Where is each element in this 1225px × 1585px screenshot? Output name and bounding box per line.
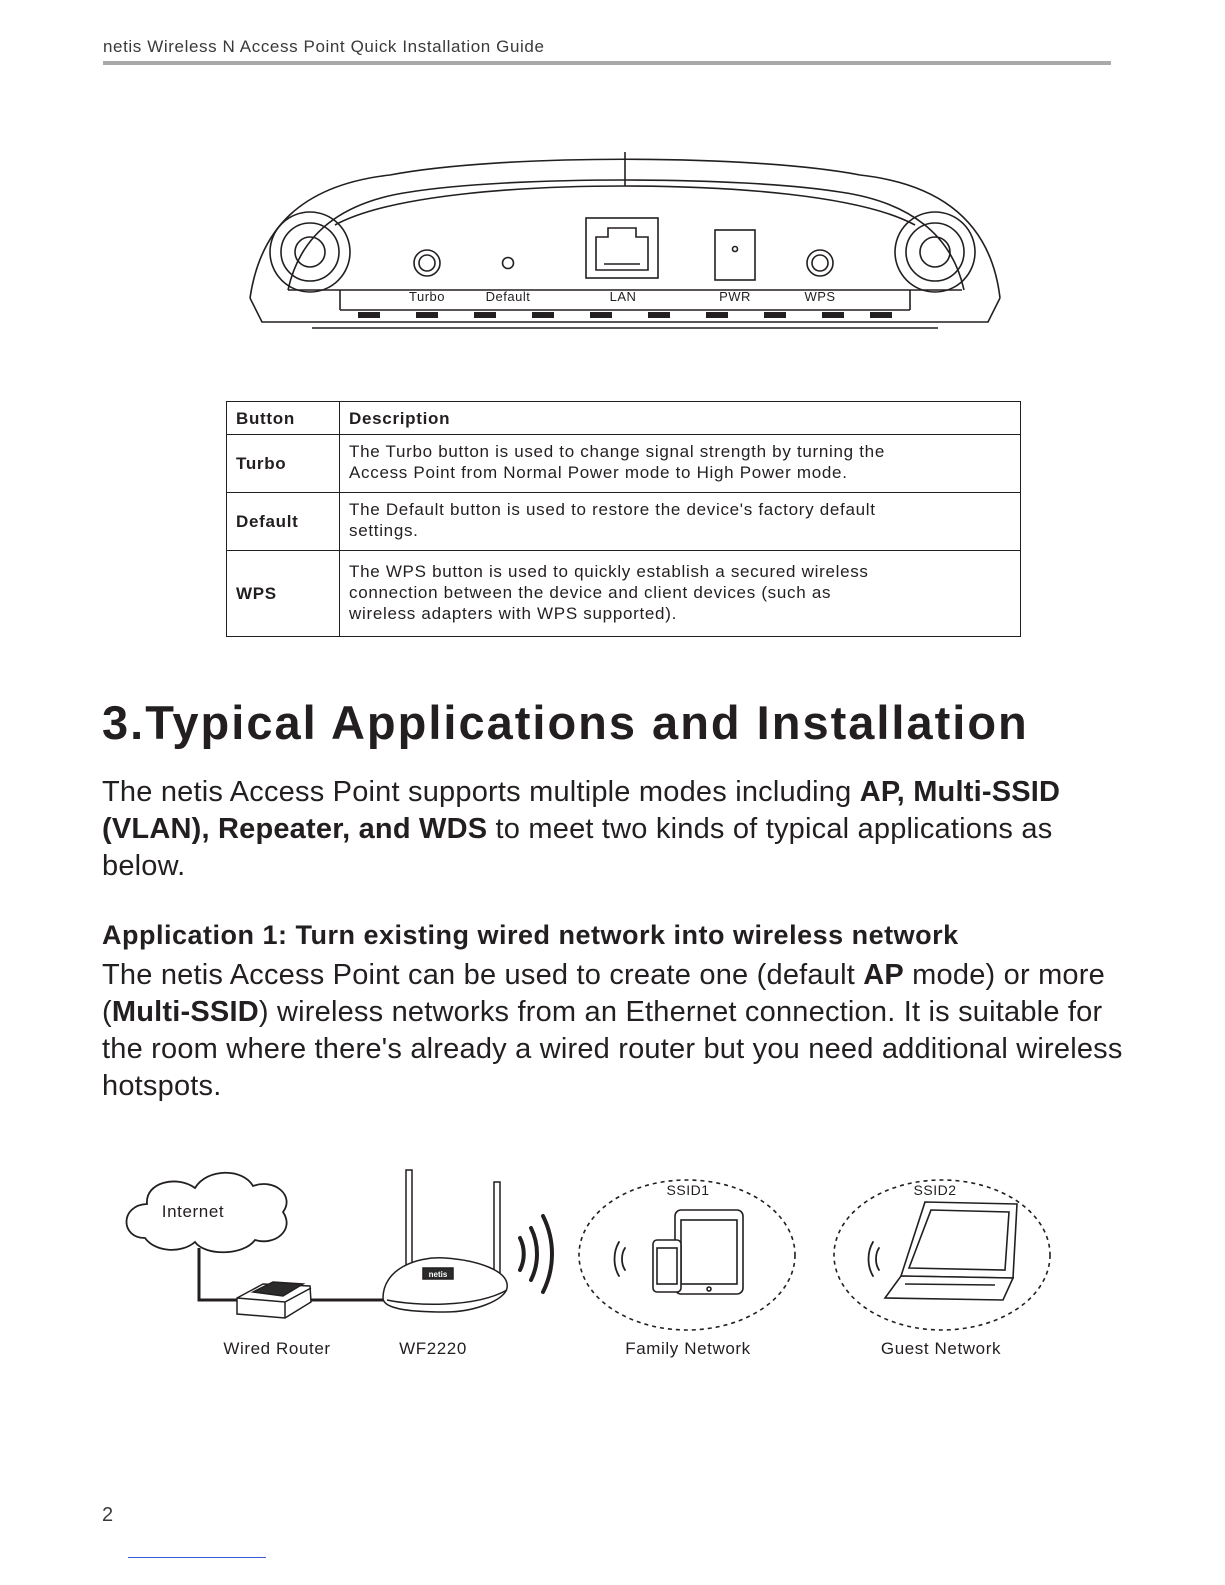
- description-line: wireless adapters with WPS supported).: [349, 603, 678, 623]
- description-line: settings.: [349, 521, 419, 540]
- port-label-default: Default: [485, 289, 531, 304]
- network-diagram: [115, 1160, 1065, 1370]
- table-header-button: Button: [227, 402, 340, 435]
- application-text: ) wireless networks from an Ethernet connection. It is suitable for the room where there's already a wired router but you need additional wireless hotspots.: [102, 996, 1123, 1102]
- description-line: connection between the device and client devices (such as: [349, 582, 832, 602]
- family-ssid-label: SSID1: [666, 1182, 710, 1198]
- port-label-lan: LAN: [609, 289, 637, 304]
- description-line: The Default button is used to restore the device's factory default: [349, 500, 876, 519]
- intro-modes-bold: AP, Multi-SSID (VLAN), Repeater, and WDS: [102, 776, 1061, 845]
- button-description: [340, 551, 1021, 637]
- table-row: [227, 435, 1021, 493]
- intro-paragraph: [102, 774, 1132, 885]
- port-label-pwr: PWR: [719, 289, 751, 304]
- application-bold-ap: AP: [863, 959, 904, 991]
- guest-network-label: Guest Network: [880, 1339, 1002, 1358]
- description-line: The Turbo button is used to change signal strength by turning the: [349, 442, 885, 461]
- intro-text: The netis Access Point supports multiple modes including: [102, 776, 860, 808]
- internet-label: Internet: [161, 1202, 225, 1221]
- header-rule: [103, 61, 1111, 65]
- ap-badge-text: netis: [428, 1270, 448, 1279]
- table-row: [227, 551, 1021, 637]
- table-row: [227, 493, 1021, 551]
- laptop-icon: [885, 1202, 1017, 1300]
- button-description: [340, 435, 1021, 493]
- wifi-signal-small-icon: [615, 1242, 626, 1276]
- wifi-signal-icon: [520, 1216, 552, 1292]
- application-bold-multissid: Multi-SSID: [111, 996, 259, 1028]
- guest-ssid-label: SSID2: [913, 1182, 957, 1198]
- wired-router-icon: [237, 1282, 311, 1318]
- button-name: Default: [227, 493, 340, 551]
- button-description: [340, 493, 1021, 551]
- application-text: The netis Access Point can be used to create one (default: [102, 959, 864, 991]
- section-heading: 3.Typical Applications and Installation: [102, 696, 1029, 749]
- table-header-description: Description: [340, 402, 1021, 435]
- ap-model-label: WF2220: [399, 1339, 467, 1358]
- wifi-signal-small-icon: [869, 1242, 880, 1276]
- tablet-icon: [675, 1210, 743, 1294]
- footer-link-underline: [128, 1557, 266, 1558]
- application-heading: Application 1: Turn existing wired network into wireless network: [102, 920, 959, 950]
- button-name: Turbo: [227, 435, 340, 493]
- page-number: 2: [102, 1504, 114, 1526]
- application-text: mode) or more (: [102, 959, 1105, 1028]
- port-label-turbo: Turbo: [409, 289, 445, 304]
- description-line: The WPS button is used to quickly establish a secured wireless: [349, 561, 869, 581]
- wf2220-access-point-icon: [383, 1170, 507, 1312]
- button-name: WPS: [227, 551, 340, 637]
- table-header-row: [227, 402, 1021, 435]
- description-line: Access Point from Normal Power mode to High Power mode.: [349, 463, 848, 482]
- device-rear-panel-illustration: [240, 140, 1010, 350]
- phone-icon: [653, 1240, 681, 1292]
- header-title: netis Wireless N Access Point Quick Installation Guide: [103, 37, 545, 56]
- application-paragraph: [102, 957, 1132, 1105]
- port-label-wps: WPS: [804, 289, 836, 304]
- wired-router-label: Wired Router: [223, 1339, 331, 1358]
- intro-text: to meet two kinds of typical applications as below.: [102, 813, 1053, 882]
- family-network-label: Family Network: [625, 1339, 751, 1358]
- button-description-table: [226, 401, 1021, 637]
